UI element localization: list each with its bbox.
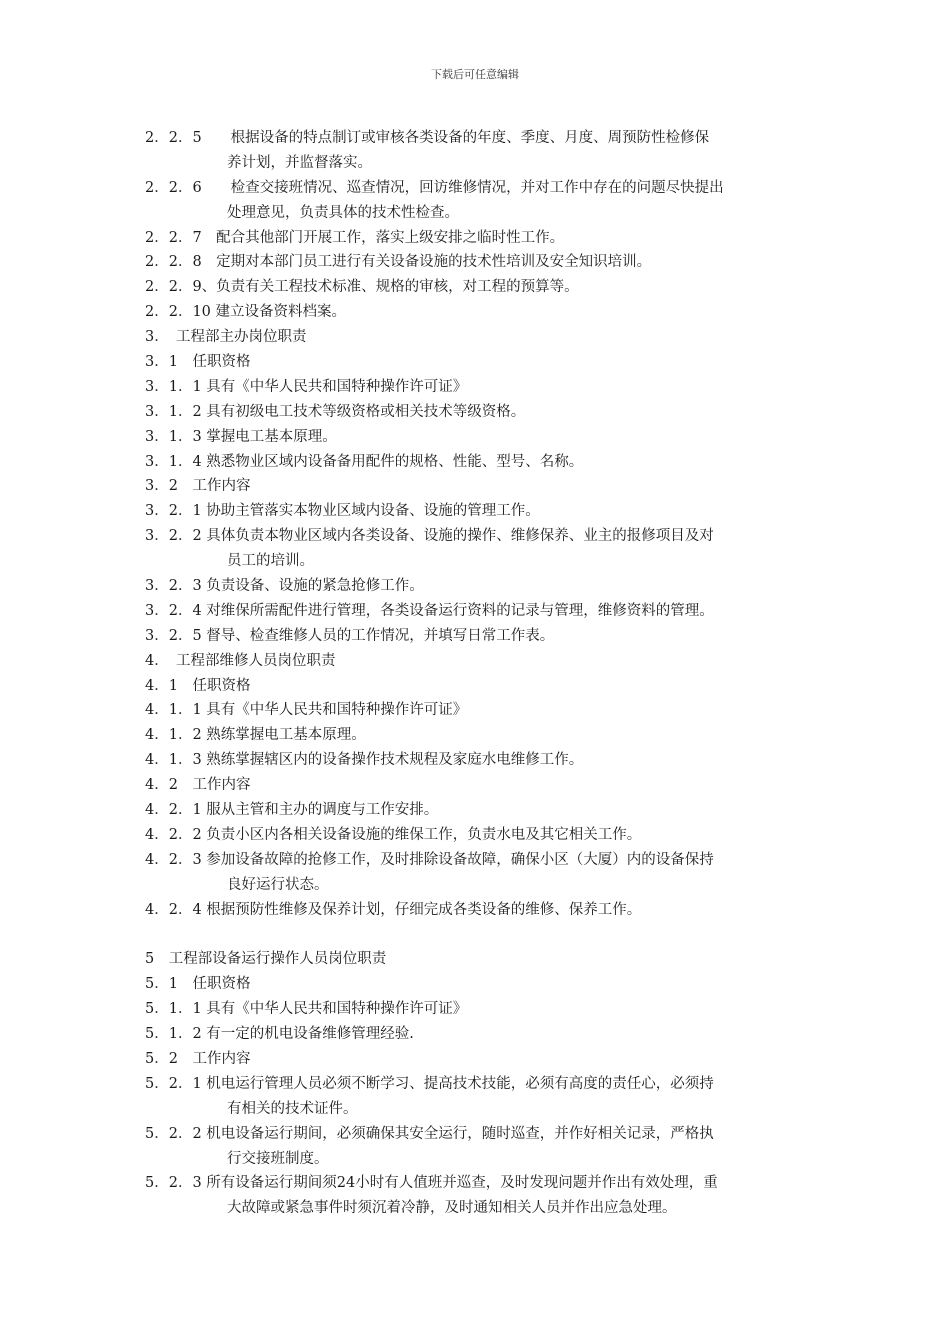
- text-line: 3．2．3 负责设备、设施的紧急抢修工作。: [145, 578, 424, 595]
- text-line: 3．2．5 督导、检查维修人员的工作情况，并填写日常工作表。: [145, 627, 555, 644]
- text-line-continuation: 良好运行状态。: [227, 876, 329, 893]
- text-line: 4．2．2 负责小区内各相关设备设施的维保工作，负责水电及其它相关工作。: [145, 826, 642, 843]
- text-line-continuation: 行交接班制度。: [227, 1150, 329, 1167]
- text-line: 2．2．5 根据设备的特点制订或审核各类设备的年度、季度、月度、周预防性检修保: [145, 130, 710, 146]
- text-line: 5．2 工作内容: [145, 1050, 251, 1067]
- text-line: 2．2．7 配合其他部门开展工作，落实上级安排之临时性工作。: [145, 229, 565, 246]
- text-line-continuation: 养计划，并监督落实。: [227, 154, 372, 171]
- text-line: 5．1 任职资格: [145, 976, 251, 993]
- text-line: 5 工程部设备运行操作人员岗位职责: [145, 951, 387, 968]
- text-line: 3．2．1 协助主管落实本物业区域内设备、设施的管理工作。: [145, 503, 540, 520]
- text-line: 3．1．4 熟悉物业区域内设备备用配件的规格、性能、型号、名称。: [145, 453, 584, 470]
- text-line: 4．1 任职资格: [145, 677, 251, 694]
- text-line-continuation: 处理意见，负责具体的技术性检查。: [227, 204, 459, 221]
- text-line: 3．1．3 掌握电工基本原理。: [145, 428, 337, 445]
- text-line: 4． 工程部维修人员岗位职责: [145, 652, 336, 669]
- text-line: 2．2．9、负责有关工程技术标准、规格的审核，对工程的预算等。: [145, 279, 579, 296]
- text-line: 3．1 任职资格: [145, 354, 251, 371]
- text-line-continuation: 员工的培训。: [227, 553, 314, 570]
- text-line: 3．1．1 具有《中华人民共和国特种操作许可证》: [145, 378, 468, 395]
- page-header: 下载后可任意编辑: [431, 68, 519, 81]
- text-line: 3．1．2 具有初级电工技术等级资格或相关技术等级资格。: [145, 403, 526, 420]
- text-line: 3．2 工作内容: [145, 478, 251, 495]
- text-line: 4．1．3 熟练掌握辖区内的设备操作技术规程及家庭水电维修工作。: [145, 752, 584, 769]
- text-line: 5．2．1 机电运行管理人员必须不断学习、提高技术技能，必须有高度的责任心，必须持: [145, 1075, 714, 1092]
- document-body: [145, 126, 805, 1221]
- text-line: 3． 工程部主办岗位职责: [145, 329, 307, 346]
- text-line: 5．1．1 具有《中华人民共和国特种操作许可证》: [145, 1001, 468, 1018]
- text-line: 4．2．3 参加设备故障的抢修工作，及时排除设备故障，确保小区（大厦）内的设备保持: [145, 851, 714, 868]
- text-line: 3．2．2 具体负责本物业区域内各类设备、设施的操作、维修保养、业主的报修项目及对: [145, 528, 714, 545]
- text-line-continuation: 大故障或紧急事件时须沉着冷静，及时通知相关人员并作出应急处理。: [227, 1200, 677, 1217]
- text-line: 4．2．4 根据预防性维修及保养计划，仔细完成各类设备的维修、保养工作。: [145, 901, 642, 918]
- text-line: 2．2．8 定期对本部门员工进行有关设备设施的技术性培训及安全知识培训。: [145, 254, 652, 271]
- text-line: 4．1．2 熟练掌握电工基本原理。: [145, 727, 366, 744]
- text-line: 5．1．2 有一定的机电设备维修管理经验.: [145, 1026, 414, 1043]
- text-line-continuation: 有相关的技术证件。: [227, 1100, 358, 1117]
- blank-line: [145, 923, 805, 948]
- text-line: 4．1．1 具有《中华人民共和国特种操作许可证》: [145, 702, 468, 719]
- text-line: 2．2．6 检查交接班情况、巡查情况，回访维修情况，并对工作中存在的问题尽快提出: [145, 179, 724, 196]
- text-line: 2．2．10 建立设备资料档案。: [145, 304, 347, 321]
- text-line: 5．2．3 所有设备运行期间须24小时有人值班并巡查，及时发现问题并作出有效处理，重: [145, 1175, 718, 1192]
- text-line: 4．2 工作内容: [145, 777, 251, 794]
- text-line: 5．2．2 机电设备运行期间，必须确保其安全运行，随时巡查，并作好相关记录，严格执: [145, 1125, 714, 1142]
- text-line: 4．2．1 服从主管和主办的调度与工作安排。: [145, 802, 439, 819]
- text-line: 3．2．4 对维保所需配件进行管理，各类设备运行资料的记录与管理，维修资料的管理。: [145, 602, 714, 619]
